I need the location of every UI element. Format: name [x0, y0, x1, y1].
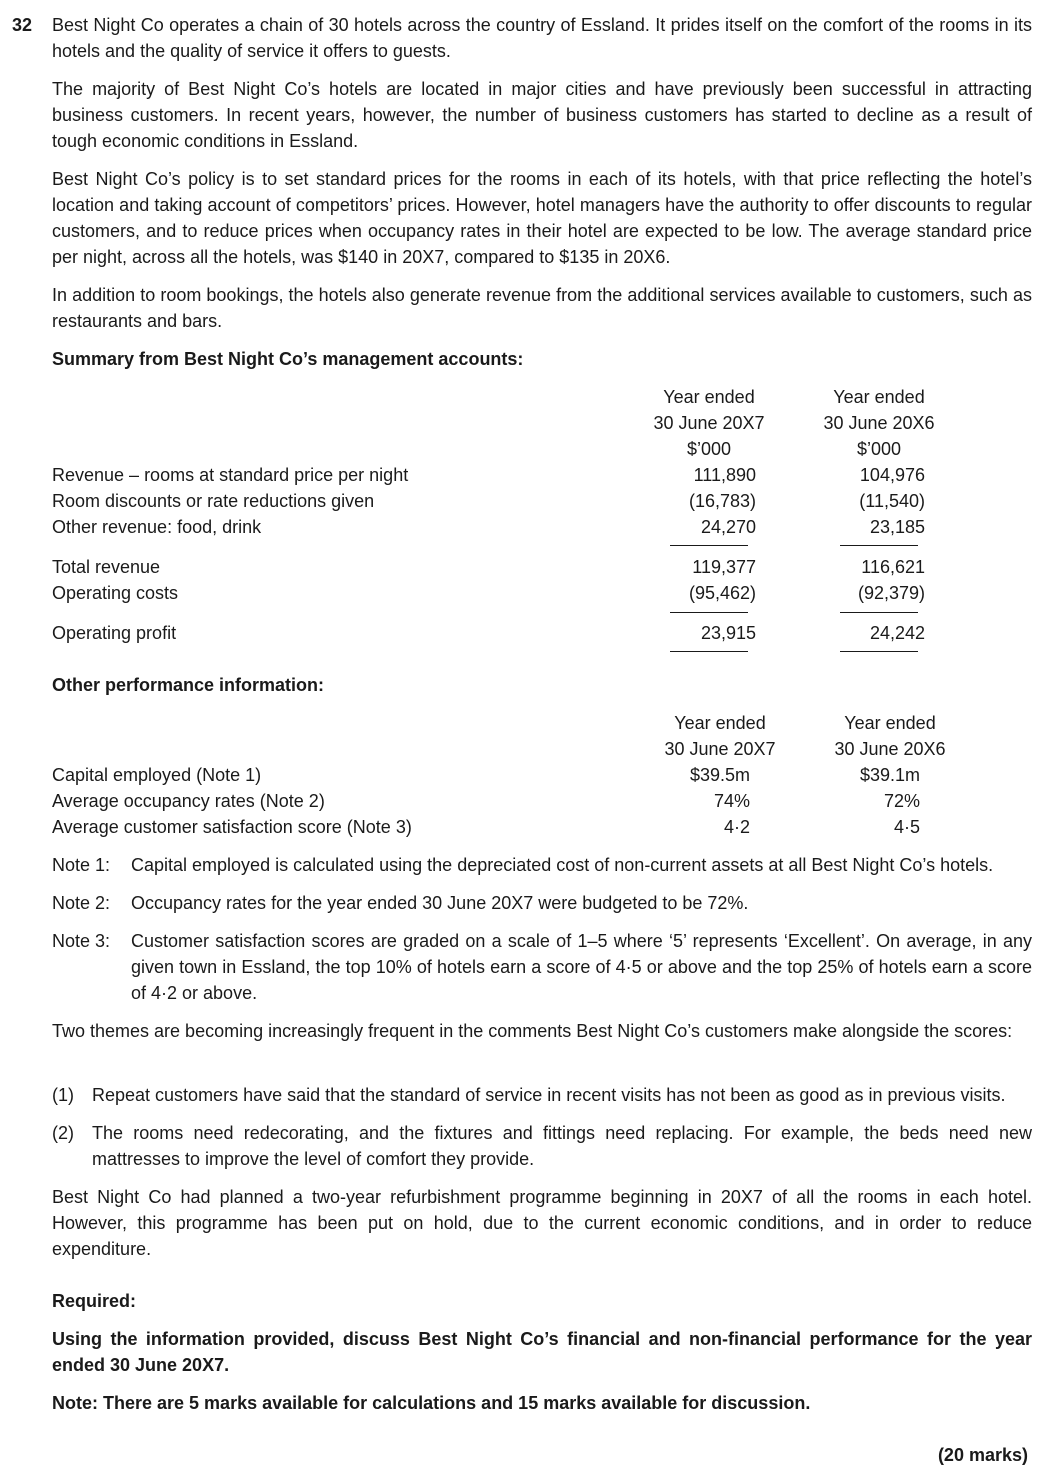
other-row-value-20x7: 4·2 [723, 817, 750, 837]
theme-item-label: (2) [52, 1123, 74, 1143]
total-marks: (20 marks) [937, 1445, 1028, 1465]
note-label: Note 2: [52, 893, 111, 913]
subtotal-rule-20x7 [670, 545, 748, 546]
required-heading: Required: [52, 1291, 137, 1311]
other-info-heading: Other performance information: [52, 675, 325, 695]
theme-item-1 [52, 1082, 1032, 1108]
summary-row-value-20x7: 24,270 [700, 517, 756, 537]
summary-row-label: Total revenue [52, 557, 161, 577]
summary-col-20x7-line-3: $’000 [686, 439, 732, 459]
other-row-value-20x7: $39.5m [689, 765, 750, 785]
theme-item-text: Repeat customers have said that the standard of service in recent visits has not been as good as in previous visits. [92, 1085, 1006, 1105]
summary-row-value-20x6: (11,540) [859, 491, 925, 511]
other-col-20x6-header [815, 710, 965, 762]
summary-col-20x6-line-3: $’000 [856, 439, 902, 459]
summary-row-label: Operating costs [52, 583, 179, 603]
profit-rule-20x6 [840, 612, 918, 613]
note-3 [52, 928, 1032, 1006]
summary-row-value-20x6: 104,976 [859, 465, 925, 485]
required-task: Using the information provided, discuss Best Night Co’s financial and non-financial performance for the year ended 30 June 20X7. [52, 1329, 1032, 1375]
note-label: Note 3: [52, 931, 111, 951]
summary-row-value-20x6: 24,242 [869, 623, 925, 643]
profit-underline-20x6 [840, 651, 918, 652]
note-text: Customer satisfaction scores are graded on a scale of 1–5 where ‘5’ represents ‘Excellent’. On average, in any given town in Essland, the top 10% of hotels earn a score of 4·5 or above and the top 25% of hotels earn a score of 4·2 or above. [131, 931, 1032, 1003]
note-text: Capital employed is calculated using the depreciated cost of non-current assets at all Best Night Co’s hotels. [131, 855, 994, 875]
subtotal-rule-20x6 [840, 545, 918, 546]
summary-row-label: Room discounts or rate reductions given [52, 491, 375, 511]
other-row-label: Average customer satisfaction score (Note 3) [52, 817, 412, 837]
summary-col-20x6-line-1: Year ended [833, 387, 925, 407]
summary-col-20x6-header [804, 384, 954, 462]
intro-paragraph-2: The majority of Best Night Co’s hotels are located in major cities and have previously been successful in attracting business customers. In recent years, however, the number of business customers has started to decline as a result of tough economic conditions in Essland. [52, 79, 1032, 151]
other-row-label: Average occupancy rates (Note 2) [52, 791, 325, 811]
summary-row-value-20x7: (16,783) [688, 491, 756, 511]
other-row-label: Capital employed (Note 1) [52, 765, 262, 785]
note-1 [52, 852, 1032, 878]
theme-item-2 [52, 1120, 1032, 1172]
theme-item-text: The rooms need redecorating, and the fixtures and fittings need replacing. For example, the beds need new mattresses to improve the level of comfort they provide. [92, 1123, 1032, 1169]
other-row-value-20x6: $39.1m [859, 765, 920, 785]
summary-col-20x7-header [634, 384, 784, 462]
summary-row-value-20x6: 23,185 [869, 517, 925, 537]
intro-paragraph-3: Best Night Co’s policy is to set standard prices for the rooms in each of its hotels, with that price reflecting the hotel’s location and taking account of competitors’ prices. However, hotel managers have the authority to offer discounts to regular customers, and to reduce prices when occupancy rates in their hotel are expected to be low. The average standard price per night, across all the hotels, was $140 in 20X7, compared to $135 in 20X6. [52, 169, 1032, 267]
summary-row-value-20x7: 23,915 [700, 623, 756, 643]
theme-item-label: (1) [52, 1085, 74, 1105]
summary-row-value-20x7: 111,890 [693, 465, 756, 485]
note-text: Occupancy rates for the year ended 30 June 20X7 were budgeted to be 72%. [131, 893, 749, 913]
marks-breakdown-note: Note: There are 5 marks available for calculations and 15 marks available for discussion. [52, 1393, 811, 1413]
summary-row-value-20x6: 116,621 [861, 557, 925, 577]
other-row-value-20x7: 74% [713, 791, 750, 811]
summary-row-label: Revenue – rooms at standard price per night [52, 465, 409, 485]
summary-heading: Summary from Best Night Co’s management accounts: [52, 349, 524, 369]
other-col-20x7-line-2: 30 June 20X7 [664, 739, 776, 759]
profit-underline-20x7 [670, 651, 748, 652]
profit-rule-20x7 [670, 612, 748, 613]
refurbishment-paragraph: Best Night Co had planned a two-year refurbishment programme beginning in 20X7 of all the rooms in each hotel. However, this programme has been put on hold, due to the current economic conditions, and in order to reduce expenditure. [52, 1187, 1032, 1259]
other-col-20x7-line-1: Year ended [674, 713, 766, 733]
summary-col-20x7-line-2: 30 June 20X7 [653, 413, 765, 433]
question-number: 32 [12, 15, 33, 35]
summary-row-label: Other revenue: food, drink [52, 517, 262, 537]
other-col-20x6-line-2: 30 June 20X6 [834, 739, 946, 759]
summary-col-20x6-line-2: 30 June 20X6 [823, 413, 935, 433]
other-col-20x7-header [645, 710, 795, 762]
other-row-value-20x6: 72% [883, 791, 920, 811]
summary-row-value-20x6: (92,379) [857, 583, 925, 603]
note-2 [52, 890, 1032, 916]
summary-row-label: Operating profit [52, 623, 177, 643]
other-col-20x6-line-1: Year ended [844, 713, 936, 733]
intro-paragraph-4: In addition to room bookings, the hotels also generate revenue from the additional services available to customers, such as restaurants and bars. [52, 285, 1032, 331]
note-label: Note 1: [52, 855, 111, 875]
other-row-value-20x6: 4·5 [893, 817, 920, 837]
summary-row-value-20x7: 119,377 [692, 557, 756, 577]
summary-col-20x7-line-1: Year ended [663, 387, 755, 407]
intro-paragraph-1: Best Night Co operates a chain of 30 hotels across the country of Essland. It prides itself on the comfort of the rooms in its hotels and the quality of service it offers to guests. [52, 15, 1032, 61]
themes-intro: Two themes are becoming increasingly frequent in the comments Best Night Co’s customers make alongside the scores: [52, 1021, 1013, 1041]
summary-row-value-20x7: (95,462) [688, 583, 756, 603]
